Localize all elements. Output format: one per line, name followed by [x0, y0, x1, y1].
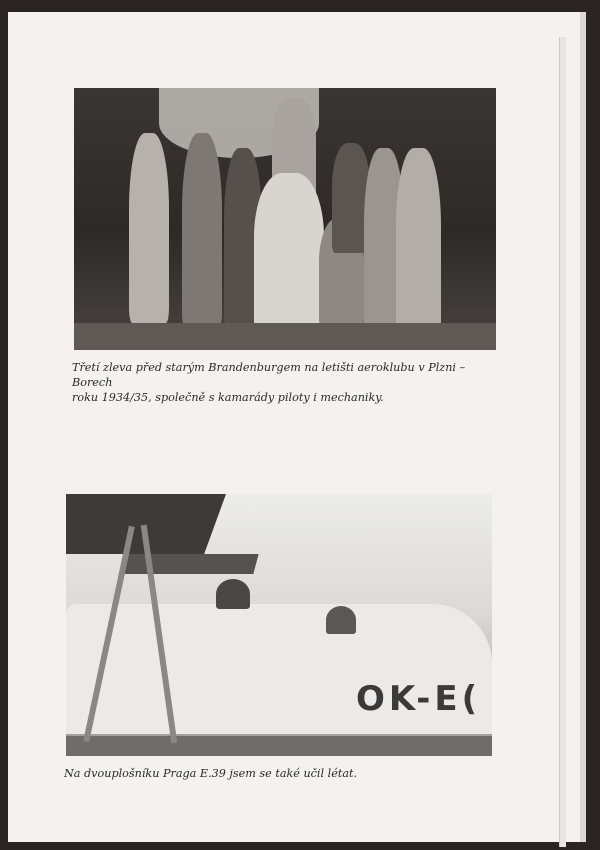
photo-caption: Na dvouplošníku Praga E.39 jsem se také učil létat.: [64, 767, 358, 780]
aircraft-registration: OK-E(: [356, 679, 482, 719]
page-edges: [559, 37, 566, 847]
caption-line: Třetí zleva před starým Brandenburgem na letišti aeroklubu v Plzni – Borech: [72, 361, 466, 389]
photo-biplane: [66, 494, 492, 756]
caption-line: roku 1934/35, společně s kamarády piloty i mechaniky.: [72, 391, 384, 404]
photo-pilots-group: [74, 88, 496, 350]
photo-caption: [72, 360, 502, 405]
